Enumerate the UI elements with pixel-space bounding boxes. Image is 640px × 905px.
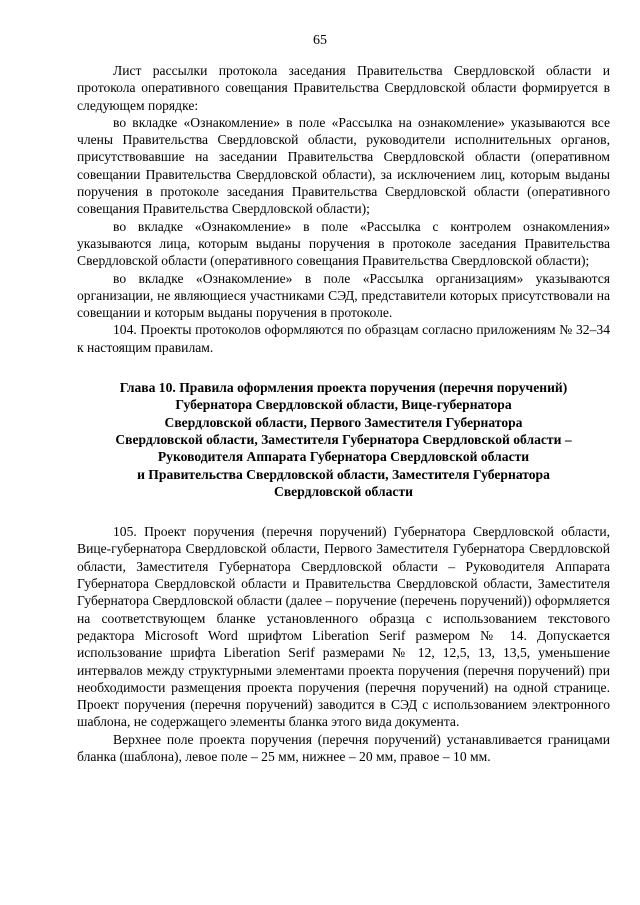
chapter-heading [77,379,610,500]
page-number: 65 [313,33,327,48]
heading-line: Свердловской области, Первого Заместителя Губернатора [164,414,523,430]
paragraph-104: 104. Проекты протоколов оформляются по образцам согласно приложениям № 32–34 к настоящим правилам. [77,322,610,355]
paragraph-105: 105. Проект поручения (перечня поручений) Губернатора Свердловской области, Вице-губернатора Свердловской области, Первого Заместителя Губернатора Свердловской области, Заместителя Губернатора Свердловской области – Руководителя Аппарата Губернатора Свердловской области и Правительства Свердловской области, Заместителя Губернатора Свердловской области (далее – поручение (перечень поручений)) оформляется на соответствующем бланке установленного образца с использованием текстового редактора Microsoft Word шрифтом Liberation Serif размером № 14. Допускается использование шрифта Liberation Serif размерами № 12, 12,5, 13, 13,5, уменьшение интервалов между структурными элементами проекта поручения (перечня поручений) при необходимости размещения проекта поручения (перечня поручений) на одной странице. Проект поручения (перечня поручений) заводится в СЭД с использованием электронного шаблона, не содержащего элементы бланка этого вида документа. [77,524,610,730]
document-body [77,62,610,765]
paragraph-margins: Верхнее поле проекта поручения (перечня поручений) устанавливается границами бланка (шаблона), левое поле – 25 мм, нижнее – 20 мм, правое – 10 мм. [77,731,610,764]
paragraph-controlled-ack: во вкладке «Ознакомление» в поле «Рассылка с контролем ознакомления» указываются лица, которым выданы поручения в протоколе заседания Правительства Свердловской области (оперативного совещания Правительства Свердловской области); [77,218,610,269]
heading-line: и Правительства Свердловской области, Заместителя Губернатора [137,466,550,482]
paragraph-ack-recipients: во вкладке «Ознакомление» в поле «Рассылка на ознакомление» указываются все члены Правительства Свердловской области, руководители исполнительных органов, присутствовавшие на заседании Правительства Свердловской области (оперативном совещании Правительства Свердловской области), за исключением лиц, которым выданы поручения в протоколе заседания Правительства Свердловской области (оперативного совещания Правительства Свердловской области); [77,114,610,217]
paragraph-mailing-list-intro: Лист рассылки протокола заседания Правительства Свердловской области и протокола оперативного совещания Правительства Свердловской области формируется в следующем порядке: [77,63,610,113]
heading-line: Губернатора Свердловской области, Вице-губернатора [175,397,512,413]
paragraph-organizations: во вкладке «Ознакомление» в поле «Рассылка организациям» указываются организации, не являющиеся участниками СЭД, представители которых присутствовали на совещании и которым выданы поручения в протоколе. [77,270,610,321]
heading-line: Свердловской области [274,483,413,499]
heading-line: Руководителя Аппарата Губернатора Свердловской области [157,449,530,465]
heading-line: Свердловской области, Заместителя Губернатора Свердловской области – [115,431,572,447]
heading-line: Глава 10. Правила оформления проекта поручения (перечня поручений) [119,380,568,396]
